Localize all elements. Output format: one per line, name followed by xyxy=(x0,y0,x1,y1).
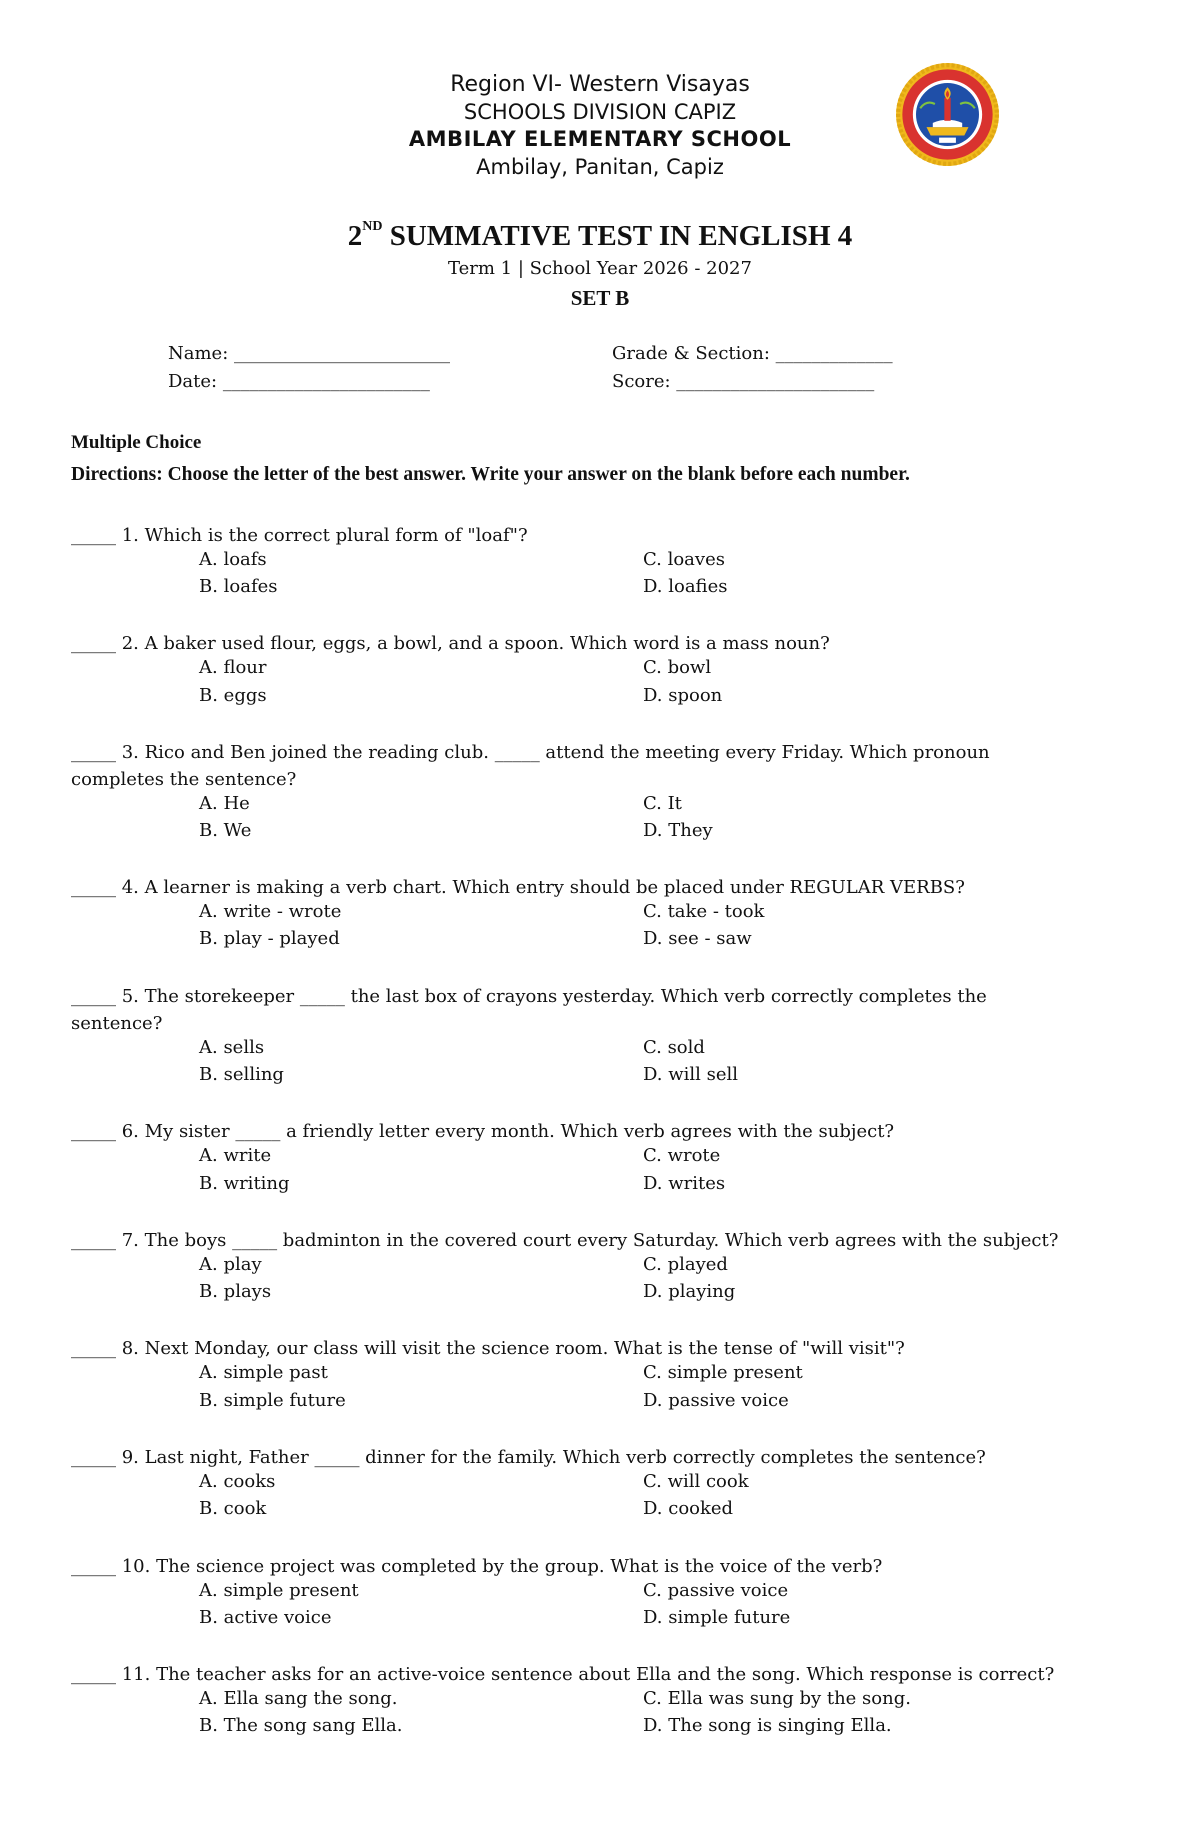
q5-option-b: B. selling xyxy=(199,1064,284,1085)
school-name: AMBILAY ELEMENTARY SCHOOL xyxy=(408,127,792,151)
q11-option-b: B. The song sang Ella. xyxy=(199,1715,403,1736)
q8-option-b: B. simple future xyxy=(199,1390,346,1411)
question-5-stem: _____ 5. The storekeeper _____ the last box of crayons yesterday. Which verb correctly completes the xyxy=(71,986,987,1007)
q7-option-b: B. plays xyxy=(199,1281,272,1302)
q9-option-b: B. cook xyxy=(199,1498,267,1519)
question-3-stem-cont: completes the sentence? xyxy=(71,769,297,790)
q9-option-d: D. cooked xyxy=(643,1498,734,1519)
directions: Directions: Choose the letter of the best answer. Write your answer on the blank before each number. xyxy=(71,464,910,485)
term-line: Term 1 | School Year 2026 - 2027 xyxy=(448,258,752,279)
question-5-stem-cont: sentence? xyxy=(71,1013,163,1034)
date-field[interactable]: Date: _______________________ xyxy=(168,371,430,392)
q3-option-b: B. We xyxy=(199,820,252,841)
question-2-stem: _____ 2. A baker used flour, eggs, a bowl, and a spoon. Which word is a mass noun? xyxy=(71,633,830,654)
question-3-stem: _____ 3. Rico and Ben joined the reading club. _____ attend the meeting every Friday. Which pronoun xyxy=(71,742,990,763)
q11-option-c: C. Ella was sung by the song. xyxy=(643,1688,911,1709)
section-title: Multiple Choice xyxy=(71,432,202,453)
q4-option-c: C. take - took xyxy=(643,901,765,922)
q2-option-a: A. flour xyxy=(199,657,267,678)
q9-option-a: A. cooks xyxy=(199,1471,276,1492)
school-address: Ambilay, Panitan, Capiz xyxy=(476,155,724,179)
q8-option-a: A. simple past xyxy=(199,1362,328,1383)
question-8-stem: _____ 8. Next Monday, our class will visit the science room. What is the tense of "will visit"? xyxy=(71,1338,905,1359)
q5-option-a: A. sells xyxy=(199,1037,265,1058)
q2-option-b: B. eggs xyxy=(199,685,267,706)
question-1-stem: _____ 1. Which is the correct plural form of "loaf"? xyxy=(71,525,528,546)
q7-option-d: D. playing xyxy=(643,1281,736,1302)
question-10-stem: _____ 10. The science project was completed by the group. What is the voice of the verb? xyxy=(71,1556,883,1577)
q5-option-c: C. sold xyxy=(643,1037,705,1058)
question-7-stem: _____ 7. The boys _____ badminton in the covered court every Saturday. Which verb agrees with the subject? xyxy=(71,1230,1059,1251)
q6-option-d: D. writes xyxy=(643,1173,726,1194)
q10-option-a: A. simple present xyxy=(199,1580,359,1601)
test-title: 2ND SUMMATIVE TEST IN ENGLISH 4 xyxy=(347,219,853,252)
q4-option-a: A. write - wrote xyxy=(199,901,342,922)
q11-option-d: D. The song is singing Ella. xyxy=(643,1715,892,1736)
q6-option-a: A. write xyxy=(199,1145,272,1166)
question-9-stem: _____ 9. Last night, Father _____ dinner for the family. Which verb correctly completes the sentence? xyxy=(71,1447,986,1468)
q10-option-b: B. active voice xyxy=(199,1607,332,1628)
q6-option-b: B. writing xyxy=(199,1173,290,1194)
q5-option-d: D. will sell xyxy=(643,1064,739,1085)
q2-option-c: C. bowl xyxy=(643,657,712,678)
q4-option-b: B. play - played xyxy=(199,928,340,949)
grade-section-field[interactable]: Grade & Section: _____________ xyxy=(612,343,893,364)
question-6-stem: _____ 6. My sister _____ a friendly letter every month. Which verb agrees with the subject? xyxy=(71,1121,895,1142)
q7-option-a: A. play xyxy=(199,1254,262,1275)
region-line: Region VI- Western Visayas xyxy=(450,72,750,97)
q8-option-d: D. passive voice xyxy=(643,1390,789,1411)
q7-option-c: C. played xyxy=(643,1254,728,1275)
q1-option-b: B. loafes xyxy=(199,576,278,597)
name-field[interactable]: Name: ________________________ xyxy=(168,343,450,364)
q10-option-d: D. simple future xyxy=(643,1607,791,1628)
q4-option-d: D. see - saw xyxy=(643,928,752,949)
question-11-stem: _____ 11. The teacher asks for an active-voice sentence about Ella and the song. Which response is correct? xyxy=(71,1664,1055,1685)
q3-option-a: A. He xyxy=(199,793,250,814)
question-4-stem: _____ 4. A learner is making a verb chart. Which entry should be placed under REGULAR VERBS? xyxy=(71,877,965,898)
q9-option-c: C. will cook xyxy=(643,1471,749,1492)
q1-option-c: C. loaves xyxy=(643,549,725,570)
q2-option-d: D. spoon xyxy=(643,685,723,706)
q1-option-d: D. loafies xyxy=(643,576,728,597)
q3-option-d: D. They xyxy=(643,820,713,841)
school-seal-logo xyxy=(895,62,1000,167)
q11-option-a: A. Ella sang the song. xyxy=(199,1688,398,1709)
q6-option-c: C. wrote xyxy=(643,1145,721,1166)
q1-option-a: A. loafs xyxy=(199,549,267,570)
division-line: SCHOOLS DIVISION CAPIZ xyxy=(463,100,737,124)
q3-option-c: C. It xyxy=(643,793,682,814)
score-field[interactable]: Score: ______________________ xyxy=(612,371,875,392)
q8-option-c: C. simple present xyxy=(643,1362,803,1383)
q10-option-c: C. passive voice xyxy=(643,1580,789,1601)
set-label: SET B xyxy=(570,286,630,310)
